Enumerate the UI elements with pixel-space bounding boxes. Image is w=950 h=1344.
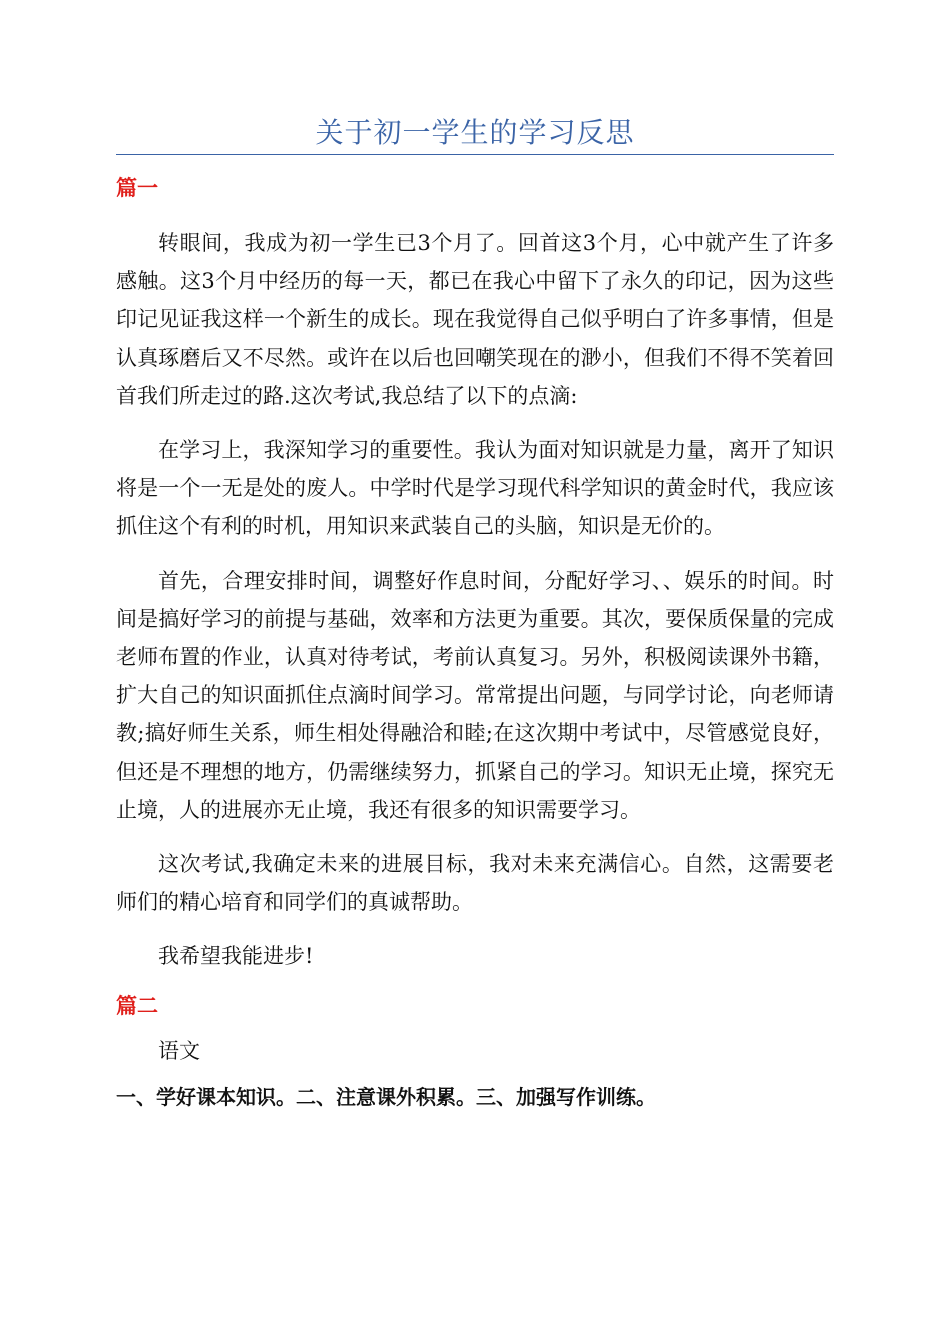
section-heading-2: 篇二	[116, 993, 158, 1018]
paragraph: 这次考试,我确定未来的进展目标，我对未来充满信心。自然，这需要老师们的精心培育和同学们的真诚帮助。	[116, 852, 834, 915]
subject-label: 语文	[158, 1038, 200, 1063]
paragraph: 首先，合理安排时间，调整好作息时间，分配好学习、、娱乐的时间。时间是搞好学习的前提与基础，效率和方法更为重要。其次，要保质保量的完成老师布置的作业，认真对待考试，考前认真复习。另外，积极阅读课外书籍，扩大自己的知识面抓住点滴时间学习。常常提出问题，与同学讨论，向老师请教;搞好师生关系，师生相处得融洽和睦;在这次期中考试中，尽管感觉良好，但还是不理想的地方，仍需继续努力，抓紧自己的学习。知识无止境，探究无止境，人的进展亦无止境，我还有很多的知识需要学习。	[116, 568, 834, 822]
section-heading-1: 篇一	[116, 176, 158, 200]
study-points: 一、学好课本知识。二、注意课外积累。三、加强写作训练。	[116, 1084, 656, 1109]
paragraph: 在学习上，我深知学习的重要性。我认为面对知识就是力量，离开了知识将是一个一无是处的废人。中学时代是学习现代科学知识的黄金时代，我应该抓住这个有利的时机，用知识来武装自己的头脑，知识是无价的。	[116, 438, 834, 539]
title-divider	[116, 154, 834, 155]
paragraph: 转眼间，我成为初一学生已3个月了。回首这3个月，心中就产生了许多感触。这3个月中经历的每一天，都已在我心中留下了永久的印记，因为这些印记见证我这样一个新生的成长。现在我觉得自己似乎明白了许多事情，但是认真琢磨后又不尽然。或许在以后也回嘲笑现在的渺小，但我们不得不笑着回首我们所走过的路.这次考试,我总结了以下的点滴:	[116, 231, 834, 408]
document-body	[116, 172, 834, 1114]
paragraph: 我希望我能进步!	[158, 944, 314, 969]
document-title: 关于初一学生的学习反思	[315, 116, 635, 149]
